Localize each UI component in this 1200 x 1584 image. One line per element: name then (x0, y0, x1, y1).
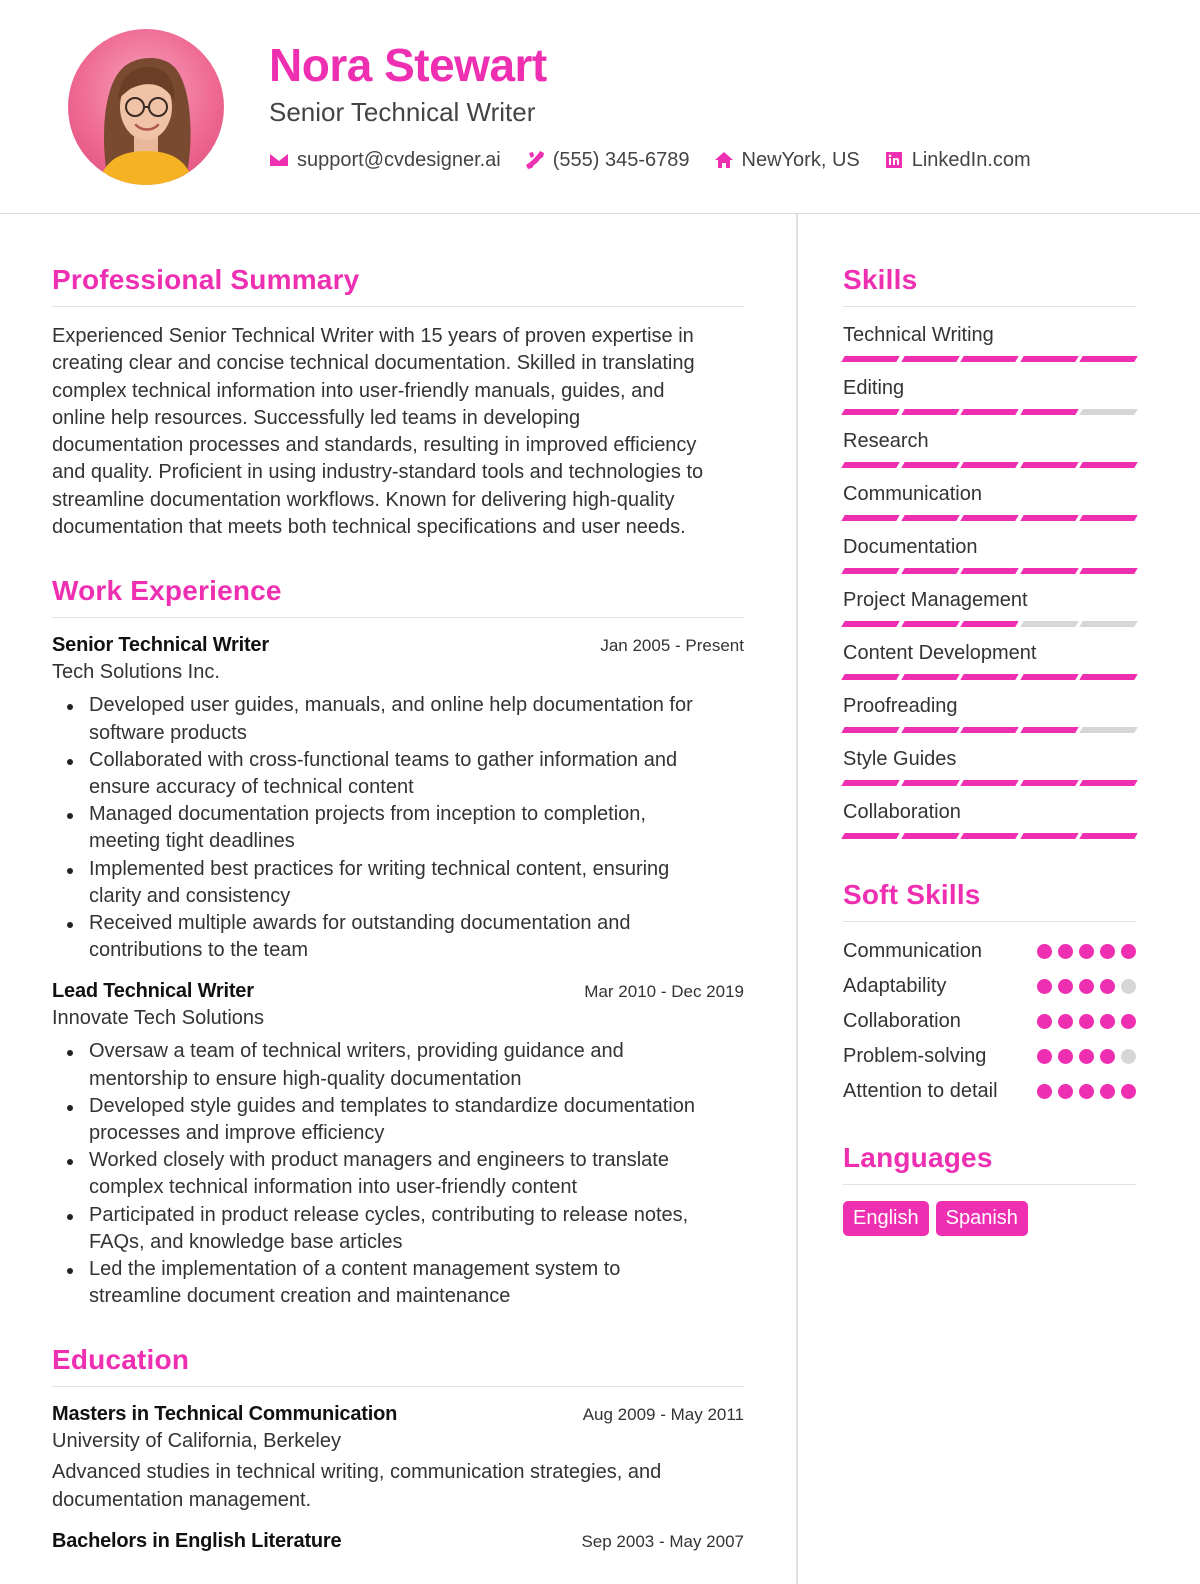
rating-dot (1079, 1014, 1094, 1029)
soft-skill-name: Communication (843, 940, 982, 962)
skill-level-segment (841, 780, 899, 786)
rating-dot (1100, 944, 1115, 959)
degree-title: Bachelors in English Literature (52, 1530, 342, 1553)
skill-level-segment (841, 356, 899, 362)
education-entry (52, 1403, 744, 1514)
soft-skill-name: Collaboration (843, 1010, 961, 1032)
soft-skill-rating (1031, 1014, 1136, 1029)
skill-item (843, 694, 1136, 733)
skill-name: Communication (843, 483, 982, 505)
languages-heading: Languages (843, 1142, 1136, 1185)
skill-level-segment (841, 568, 899, 574)
rating-dot (1058, 1014, 1073, 1029)
skill-level-segment (1020, 356, 1078, 362)
skill-level-segment (1079, 833, 1137, 839)
candidate-role: Senior Technical Writer (269, 97, 536, 127)
skill-level-segment (901, 409, 959, 415)
summary-line: complex technical information into user-friendly manuals, guides, and (52, 379, 665, 402)
soft-skill-rating (1031, 1049, 1136, 1064)
job-title: Senior Technical Writer (52, 634, 269, 657)
skill-level-bar (843, 780, 1136, 786)
job-bullets (52, 1038, 744, 1310)
job-bullet: Led the implementation of a content management system to streamline document creation and maintenance (52, 1256, 744, 1310)
skill-level-segment (841, 409, 899, 415)
education-section (52, 1344, 744, 1553)
skill-level-segment (960, 621, 1018, 627)
skill-name: Style Guides (843, 748, 957, 770)
skill-level-segment (1020, 515, 1078, 521)
job-bullet: Managed documentation projects from inception to completion, meeting tight deadlines (52, 801, 744, 855)
skill-name: Editing (843, 377, 905, 399)
skill-level-segment (1020, 780, 1078, 786)
skill-level-segment (901, 674, 959, 680)
rating-dot (1100, 1014, 1115, 1029)
skill-level-segment (841, 515, 899, 521)
experience-heading: Work Experience (52, 575, 744, 618)
skill-level-segment (901, 780, 959, 786)
rating-dot (1100, 1084, 1115, 1099)
rating-dot (1121, 1014, 1136, 1029)
rating-dot (1121, 944, 1136, 959)
skill-name: Technical Writing (843, 324, 994, 346)
main-column (52, 264, 744, 1584)
contact-email[interactable] (269, 149, 501, 172)
skill-level-segment (960, 515, 1018, 521)
job-bullet: Oversaw a team of technical writers, providing guidance and mentorship to ensure high-quality documentation (52, 1038, 744, 1092)
summary-heading: Professional Summary (52, 264, 744, 307)
language-chip: English (843, 1201, 929, 1236)
envelope-icon (269, 150, 289, 170)
language-chip: Spanish (936, 1201, 1028, 1236)
linkedin-icon (884, 150, 904, 170)
summary-line: and quality. Proficient in using industry-standard tools and technologies to (52, 461, 704, 484)
portrait-illustration (68, 29, 224, 185)
job-bullet: Worked closely with product managers and engineers to translate complex technical information into user-friendly content (52, 1147, 744, 1201)
skill-item (843, 376, 1136, 415)
rating-dot (1058, 1084, 1073, 1099)
soft-skill-name: Adaptability (843, 975, 947, 997)
soft-skills-section (843, 879, 1136, 1104)
rating-dot (1037, 1084, 1052, 1099)
skill-name: Content Development (843, 642, 1037, 664)
skill-level-segment (1020, 621, 1078, 627)
rating-dot (1058, 1049, 1073, 1064)
contact-phone[interactable] (525, 149, 690, 172)
skill-level-bar (843, 356, 1136, 362)
job-bullets (52, 692, 744, 964)
degree-date: Aug 2009 - May 2011 (582, 1405, 744, 1425)
soft-skill-item (843, 973, 1136, 999)
skill-level-segment (901, 621, 959, 627)
skill-level-segment (841, 621, 899, 627)
summary-line: documentation that meets both technical specifications and user needs. (52, 516, 686, 539)
soft-skill-name: Problem-solving (843, 1045, 987, 1067)
skill-item (843, 588, 1136, 627)
skill-level-segment (901, 727, 959, 733)
skill-item (843, 641, 1136, 680)
skill-level-segment (960, 833, 1018, 839)
skill-name: Proofreading (843, 695, 958, 717)
soft-skill-item (843, 1043, 1136, 1069)
soft-skill-name: Attention to detail (843, 1080, 998, 1102)
skill-level-segment (1079, 621, 1137, 627)
rating-dot (1058, 944, 1073, 959)
skill-level-segment (1020, 833, 1078, 839)
skill-level-segment (1020, 462, 1078, 468)
soft-skills-list (843, 938, 1136, 1104)
degree-date: Sep 2003 - May 2007 (581, 1532, 744, 1552)
rating-dot (1121, 979, 1136, 994)
soft-skills-heading: Soft Skills (843, 879, 1136, 922)
languages-section (843, 1142, 1136, 1236)
sidebar-column (843, 264, 1136, 1270)
skill-level-segment (841, 674, 899, 680)
rating-dot (1079, 1084, 1094, 1099)
contact-bar (269, 146, 1055, 174)
job-bullet: Collaborated with cross-functional teams to gather information and ensure accuracy of technical content (52, 747, 744, 801)
languages-list (843, 1201, 1136, 1236)
skill-level-segment (1079, 409, 1137, 415)
degree-title: Masters in Technical Communication (52, 1403, 398, 1426)
skill-level-bar (843, 409, 1136, 415)
skill-level-segment (960, 568, 1018, 574)
phone-icon (525, 150, 545, 170)
rating-dot (1037, 1014, 1052, 1029)
summary-section (52, 264, 744, 541)
skill-level-bar (843, 568, 1136, 574)
soft-skill-rating (1031, 979, 1136, 994)
skills-section (843, 264, 1136, 839)
skill-level-bar (843, 674, 1136, 680)
contact-phone-text: (555) 345-6789 (552, 148, 690, 171)
skill-name: Project Management (843, 589, 1028, 611)
rating-dot (1037, 1049, 1052, 1064)
skill-level-segment (901, 356, 959, 362)
job-date: Jan 2005 - Present (600, 636, 744, 656)
rating-dot (1079, 979, 1094, 994)
skill-level-bar (843, 621, 1136, 627)
rating-dot (1037, 979, 1052, 994)
skill-level-segment (901, 515, 959, 521)
soft-skill-item (843, 1078, 1136, 1104)
skill-level-segment (841, 833, 899, 839)
summary-line: documentation processes and standards, resulting in improved efficiency (52, 434, 697, 457)
summary-line: streamline documentation workflows. Known for delivering high-quality (52, 488, 675, 511)
skill-level-segment (1079, 674, 1137, 680)
rating-dot (1121, 1084, 1136, 1099)
skill-level-segment (901, 568, 959, 574)
job-company: Tech Solutions Inc. (52, 661, 220, 684)
skill-level-segment (960, 727, 1018, 733)
skill-name: Documentation (843, 536, 978, 558)
job-company: Innovate Tech Solutions (52, 1007, 265, 1030)
skill-level-segment (1079, 356, 1137, 362)
skills-heading: Skills (843, 264, 1136, 307)
soft-skill-item (843, 1008, 1136, 1034)
resume-header (0, 0, 1200, 214)
skill-level-segment (901, 833, 959, 839)
rating-dot (1079, 944, 1094, 959)
degree-description: Advanced studies in technical writing, communication strategies, and documentation management. (52, 1461, 662, 1511)
summary-line: Experienced Senior Technical Writer with 15 years of proven expertise in (52, 325, 694, 347)
skill-item (843, 429, 1136, 468)
skill-level-segment (841, 462, 899, 468)
rating-dot (1121, 1049, 1136, 1064)
skills-list (843, 323, 1136, 839)
rating-dot (1037, 944, 1052, 959)
skill-level-bar (843, 462, 1136, 468)
rating-dot (1100, 979, 1115, 994)
rating-dot (1058, 979, 1073, 994)
job-date: Mar 2010 - Dec 2019 (584, 982, 744, 1002)
job-bullet: Received multiple awards for outstanding documentation and contributions to the team (52, 910, 744, 964)
skill-level-segment (1079, 462, 1137, 468)
skill-level-bar (843, 727, 1136, 733)
contact-linkedin-text: LinkedIn.com (911, 148, 1031, 171)
skill-level-bar (843, 833, 1136, 839)
summary-line: online help resources. Successfully led teams in developing (52, 406, 581, 429)
job-entry (52, 634, 744, 964)
soft-skill-rating (1031, 944, 1136, 959)
skill-item (843, 747, 1136, 786)
skill-level-segment (960, 462, 1018, 468)
contact-location (714, 149, 860, 172)
skill-item (843, 535, 1136, 574)
skill-item (843, 482, 1136, 521)
skill-level-segment (1079, 780, 1137, 786)
candidate-name: Nora Stewart (269, 39, 547, 91)
home-icon (714, 150, 734, 170)
skill-level-bar (843, 515, 1136, 521)
summary-line: creating clear and concise technical documentation. Skilled in translating (52, 352, 695, 375)
skill-level-segment (960, 674, 1018, 680)
soft-skill-item (843, 938, 1136, 964)
skill-level-segment (960, 409, 1018, 415)
skill-level-segment (1020, 727, 1078, 733)
job-bullet: Developed user guides, manuals, and online help documentation for software products (52, 692, 744, 746)
skill-level-segment (1020, 568, 1078, 574)
summary-text (52, 323, 744, 541)
contact-email-text: support@cvdesigner.ai (297, 148, 501, 171)
skill-level-segment (960, 780, 1018, 786)
experience-section (52, 575, 744, 1310)
skill-name: Research (843, 430, 929, 452)
skill-level-segment (1020, 674, 1078, 680)
rating-dot (1079, 1049, 1094, 1064)
school-name: University of California, Berkeley (52, 1430, 341, 1453)
skill-level-segment (1079, 727, 1137, 733)
education-entry (52, 1530, 744, 1553)
skill-level-segment (841, 727, 899, 733)
skill-item (843, 323, 1136, 362)
job-title: Lead Technical Writer (52, 980, 254, 1003)
job-bullet: Implemented best practices for writing technical content, ensuring clarity and consistency (52, 856, 744, 910)
profile-photo (68, 29, 224, 185)
skill-level-segment (1079, 568, 1137, 574)
skill-level-segment (1020, 409, 1078, 415)
skill-item (843, 800, 1136, 839)
rating-dot (1100, 1049, 1115, 1064)
skill-level-segment (1079, 515, 1137, 521)
skill-name: Collaboration (843, 801, 961, 823)
contact-location-text: NewYork, US (741, 148, 860, 171)
job-bullet: Developed style guides and templates to standardize documentation processes and improve efficiency (52, 1093, 744, 1147)
column-divider (796, 214, 798, 1584)
skill-level-segment (901, 462, 959, 468)
soft-skill-rating (1031, 1084, 1136, 1099)
job-bullet: Participated in product release cycles, contributing to release notes, FAQs, and knowledge base articles (52, 1202, 744, 1256)
education-heading: Education (52, 1344, 744, 1387)
skill-level-segment (960, 356, 1018, 362)
contact-linkedin[interactable] (884, 149, 1031, 172)
job-entry (52, 980, 744, 1310)
